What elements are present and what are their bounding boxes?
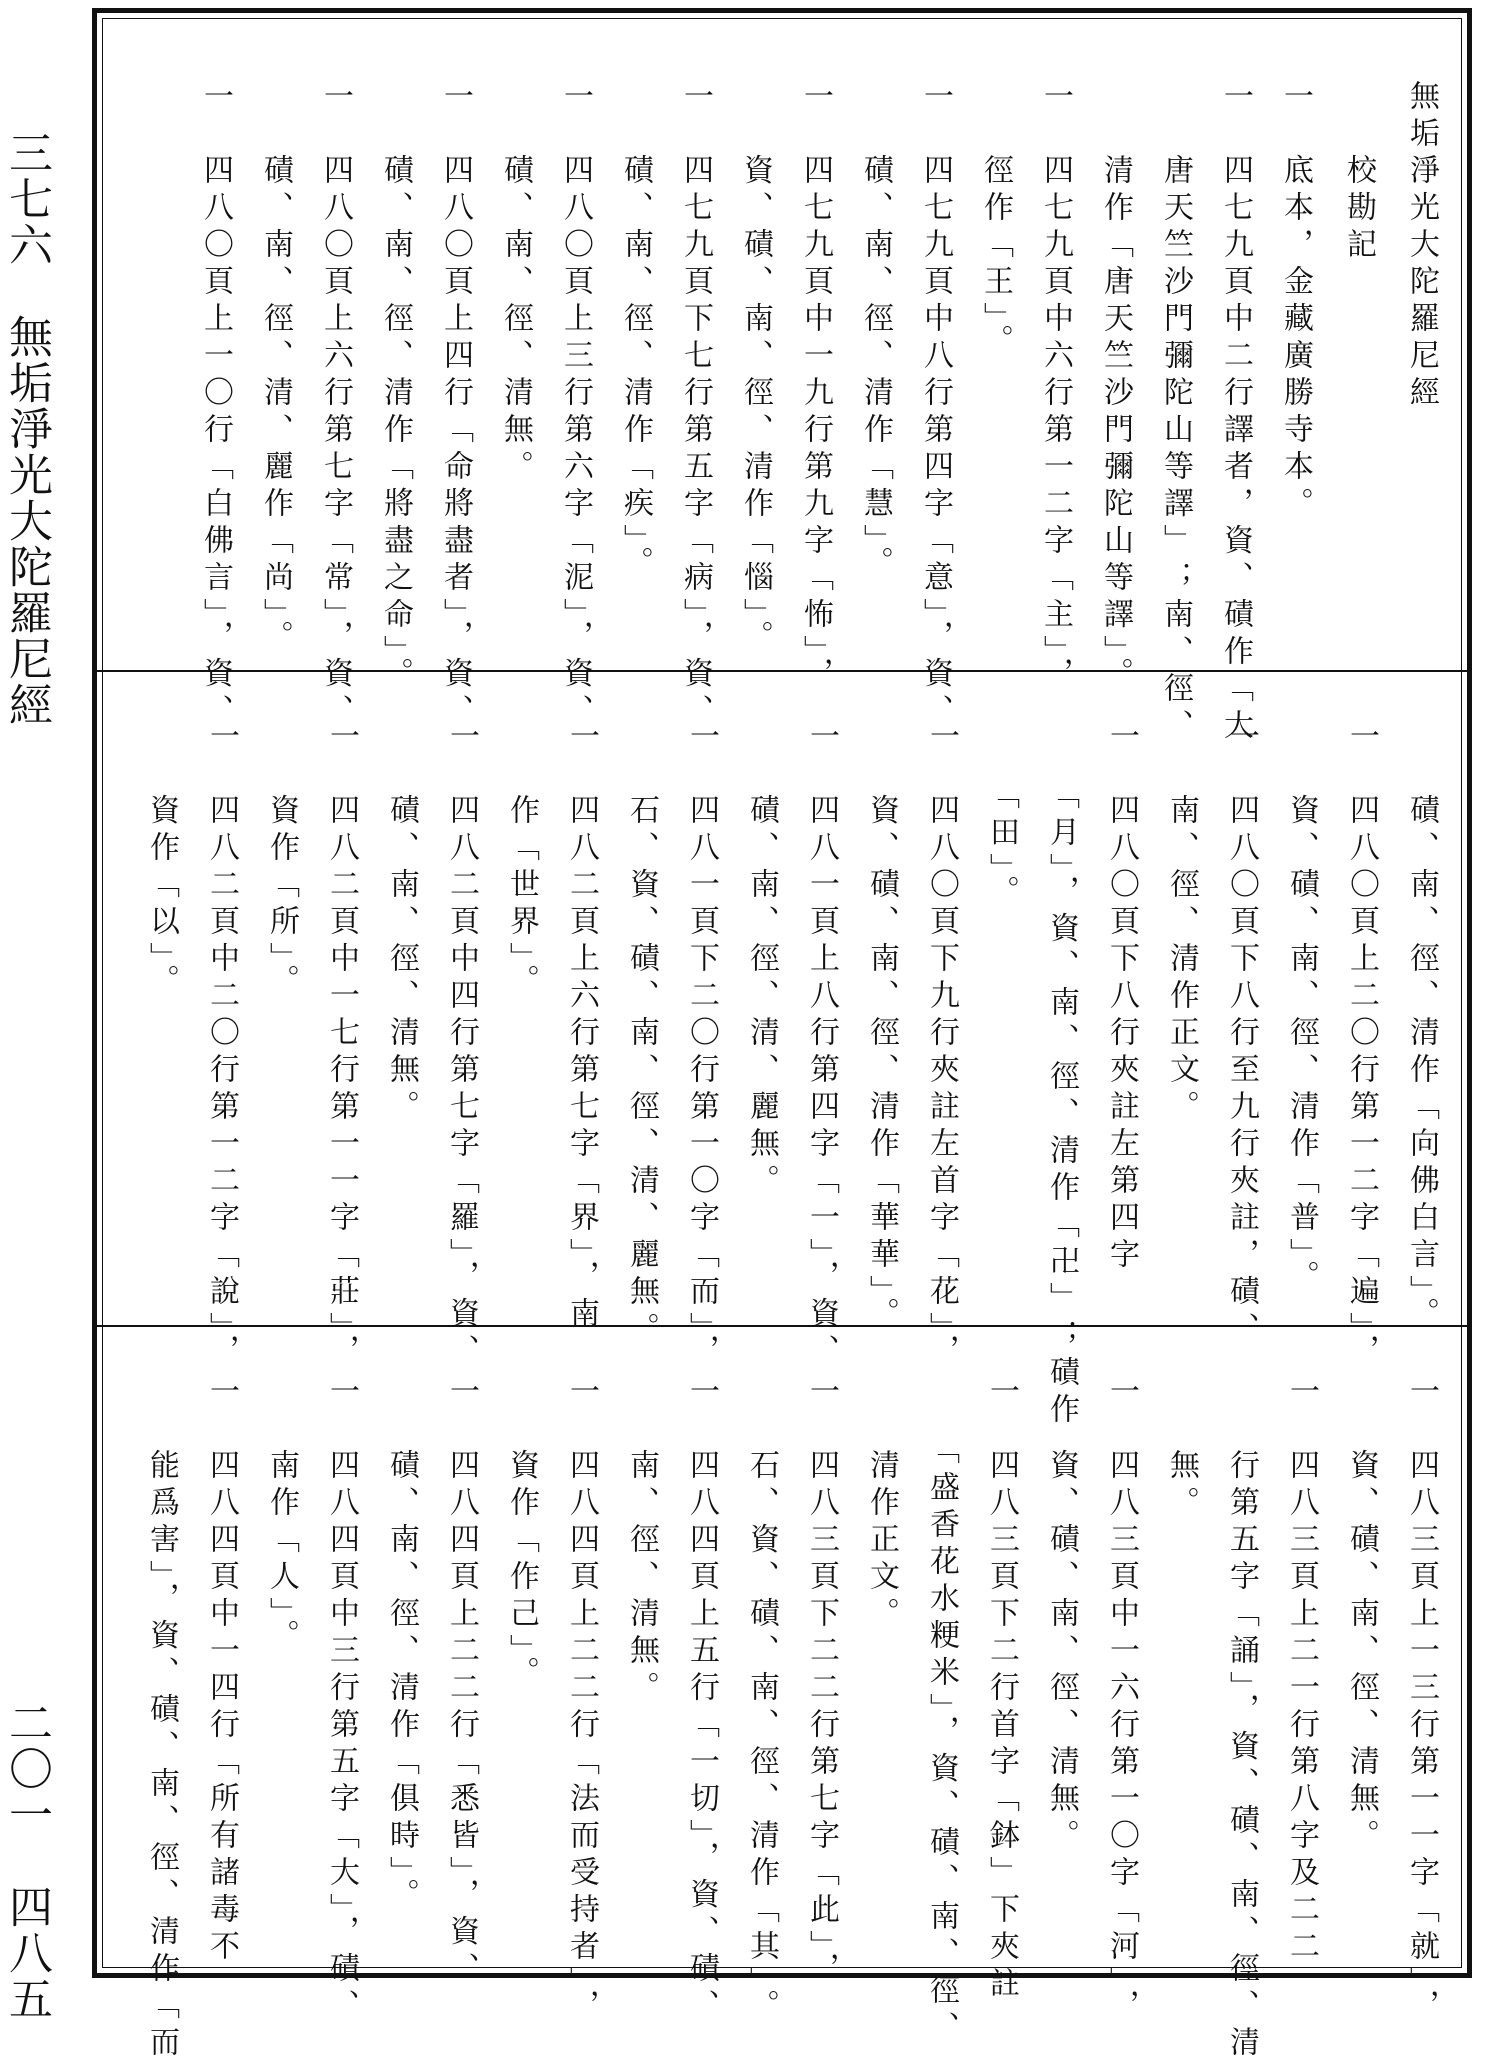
text-column: 一 四八三頁下二二行第七字「此」， (804, 1375, 839, 1989)
text-column: 一 四八一頁上八行第四字「一」，資、 (804, 720, 839, 1371)
text-column: 磧、南、徑、清作「疾」。 (618, 80, 653, 583)
text-column: 「盛香花水粳米」，資、磧、南、徑、 (924, 1375, 959, 2048)
text-column: 「田」。 (984, 720, 1019, 912)
middle-register (130, 720, 1450, 1430)
text-column: 資、磧、南、徑、清作「華華」。 (864, 720, 899, 1334)
margin-page-number: 二〇一 四八五 (1, 1700, 52, 2022)
text-column: 磧、南、徑、清無。 (498, 80, 533, 487)
text-column: 資、磧、南、徑、清作「普」。 (1284, 720, 1319, 1297)
text-column: 一 四八〇頁下八行夾註左第四字 (1104, 720, 1139, 1275)
text-column: 磧、南、徑、清無。 (384, 720, 419, 1127)
text-column: 一 四八四頁上五行「一切」，資、磧、 (684, 1375, 719, 2026)
text-column: 一 四八〇頁下九行夾註左首字「花」， (924, 720, 959, 1371)
column-list (130, 1375, 1450, 2063)
text-column: 清作正文。 (864, 1375, 899, 1634)
text-column: 一 四七九頁中六行第一二字「主」， (1038, 80, 1073, 694)
text-column: 一 四七九頁下七行第五字「病」，資、 (678, 80, 713, 731)
text-column: 磧、南、徑、清作「將盡之命」。 (378, 80, 413, 694)
text-column: 一 四七九頁中八行第四字「意」，資、 (918, 80, 953, 731)
text-column: 磧、南、徑、清作「俱時」。 (384, 1375, 419, 1915)
text-column: 磧、南、徑、清、麗無。 (744, 720, 779, 1201)
text-column: 一 四八〇頁上六行第七字「常」，資、 (318, 80, 353, 731)
text-column: 一 四八〇頁上三行第六字「泥」，資、 (558, 80, 593, 731)
register-divider (92, 1325, 1472, 1327)
collation-heading: 校勘記 (1341, 80, 1376, 265)
text-column: 資、磧、南、徑、清無。 (1344, 1375, 1379, 1856)
text-column: 一 四八〇頁下八行至九行夾註，磧、 (1224, 720, 1259, 1349)
text-column: 行第五字「誦」，資、磧、南、徑、清 (1224, 1375, 1259, 2063)
text-column: 一 四八四頁中三行第五字「大」，磧、 (324, 1375, 359, 2026)
column-list (130, 80, 1450, 746)
text-column: 資作「以」。 (144, 720, 179, 1001)
text-column: 一 四八三頁上二一行第八字及二二 (1284, 1375, 1319, 1967)
margin-sutra-title: 三七六 無垢淨光大陀羅尼經 (1, 130, 52, 728)
text-column: 能爲害」，資、磧、南、徑、清作「而 (144, 1375, 179, 2063)
text-column: 一 四八一頁下二〇行第一〇字「而」， (684, 720, 719, 1371)
text-column: 南作「人」。 (264, 1375, 299, 1656)
text-column: 作「世界」。 (504, 720, 539, 1001)
text-column: 石、資、磧、南、徑、清、麗無。 (624, 720, 659, 1349)
text-column: 一 四八三頁中一六行第一〇字「河」， (1104, 1375, 1139, 2026)
text-column: 一 四八三頁下二行首字「鉢」下夾註 (984, 1375, 1019, 2004)
register-divider (92, 670, 1472, 672)
text-column: 南、徑、清無。 (624, 1375, 659, 1708)
text-column: 石、資、磧、南、徑、清作「其」。 (744, 1375, 779, 2026)
text-column: 徑作「王」。 (978, 80, 1013, 361)
text-column: 一 四八三頁上一三行第一一字「就」， (1404, 1375, 1439, 2026)
text-column: 磧、南、徑、清作「慧」。 (858, 80, 893, 583)
column-list (130, 720, 1450, 1430)
text-column: 資、磧、南、徑、清無。 (1044, 1375, 1079, 1856)
text-column: 一 四八〇頁上四行「命將盡者」，資、 (438, 80, 473, 731)
text-column: 南、徑、清作正文。 (1164, 720, 1199, 1127)
text-column: 資作「作己」。 (504, 1375, 539, 1693)
text-column: 「月」，資、南、徑、清作「卍」；磧作 (1044, 720, 1079, 1430)
text-column: 一 四八〇頁上二〇行第一二字「遍」， (1344, 720, 1379, 1371)
text-column: 無。 (1164, 1375, 1199, 1523)
text-column: 一 四八二頁上六行第七字「界」，南 (564, 720, 599, 1334)
text-column: 唐天竺沙門彌陀山等譯」；南、徑、 (1158, 80, 1193, 746)
text-column: 一 四八二頁中四行第七字「羅」，資、 (444, 720, 479, 1371)
lower-register (130, 1375, 1450, 2063)
sutra-heading: 無垢淨光大陀羅尼經 (1404, 80, 1439, 413)
text-column: 清作「唐天竺沙門彌陀山等譯」。 (1098, 80, 1133, 694)
text-column: 磧、南、徑、清、麗作「尚」。 (258, 80, 293, 657)
text-column: 磧、南、徑、清作「向佛白言」。 (1404, 720, 1439, 1334)
text-column: 一 四八二頁中一七行第一一字「莊」， (324, 720, 359, 1371)
text-column: 一 四八四頁上二二行「法而受持者」， (564, 1375, 599, 2026)
text-column: 一 四七九頁中一九行第九字「怖」， (798, 80, 833, 694)
text-column: 資作「所」。 (264, 720, 299, 1001)
text-column: 一 四八四頁中一四行「所有諸毒不 (204, 1375, 239, 1967)
text-column: 一 四七九頁中二行譯者，資、磧作「大 (1218, 80, 1253, 746)
text-column: 一 底本，金藏廣勝寺本。 (1278, 80, 1313, 524)
text-column: 一 四八四頁上二二行「悉皆」，資、 (444, 1375, 479, 1989)
upper-register (130, 80, 1450, 746)
text-column: 一 四八二頁中二〇行第一二字「說」， (204, 720, 239, 1371)
text-column: 一 四八〇頁上一〇行「白佛言」，資、 (198, 80, 233, 731)
text-column: 資、磧、南、徑、清作「惱」。 (738, 80, 773, 657)
